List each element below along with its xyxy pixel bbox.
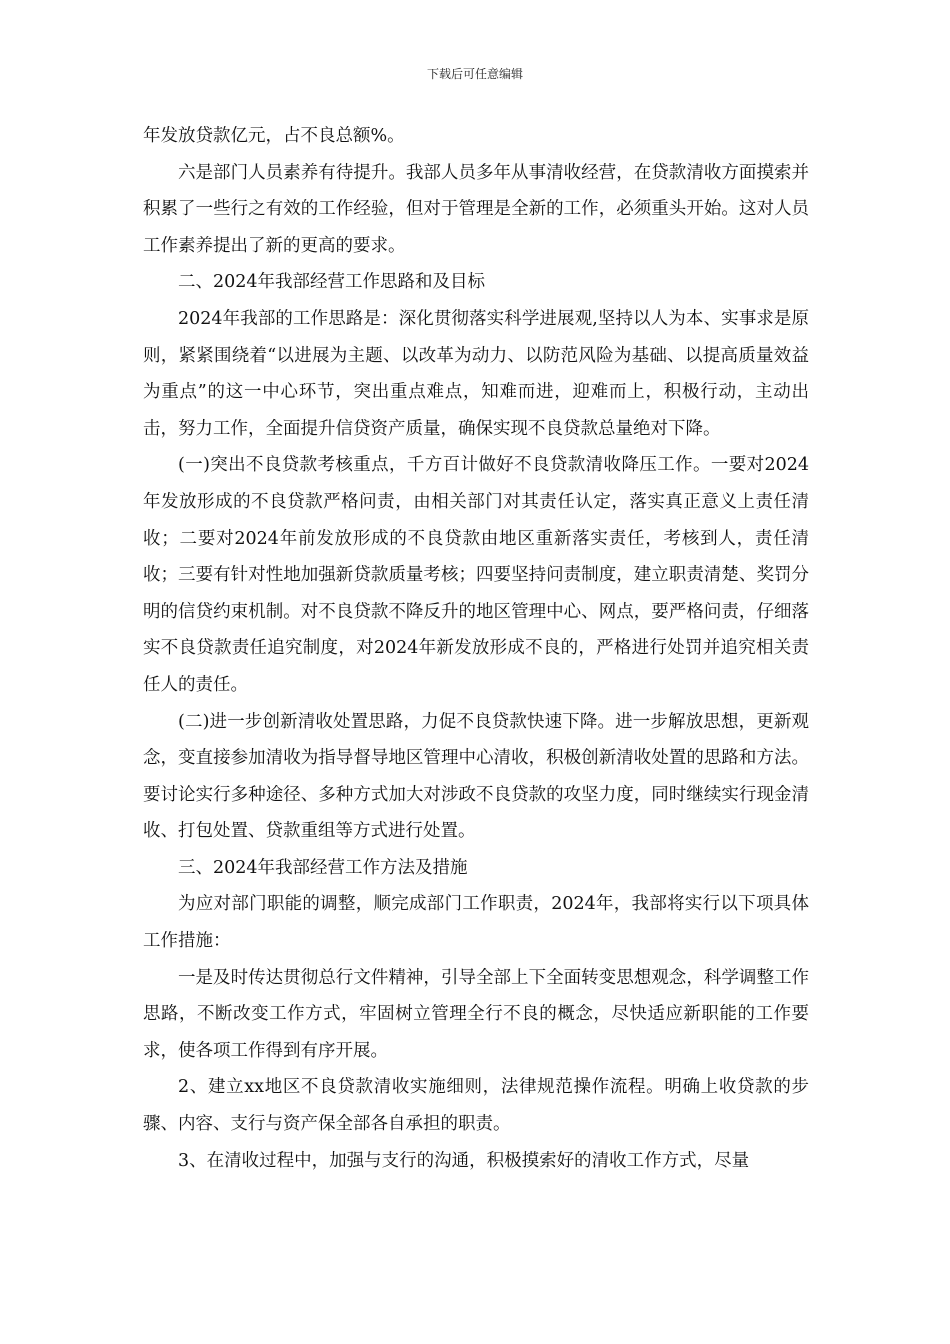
paragraph-1: 年发放贷款亿元，占不良总额%。 <box>143 126 405 146</box>
section-heading-2: 二、2024年我部经营工作思路和及目标 <box>178 272 486 293</box>
paragraph-6: (二)进一步创新清收处置思路，力促不良贷款快速下降。进一步解放思想，更新观念，变直接参加清收为指导督导地区管理中心清收，积极创新清收处置的思路和方法。要讨论实行多种途径、多种方式加大对涉政不良贷款的攻坚力度，同时继续实行现金清收、打包处置、贷款重组等方式进行处置。 <box>143 711 809 842</box>
paragraph-8: 为应对部门职能的调整，顺完成部门工作职责，2024年，我部将实行以下项具体工作措施： <box>143 894 809 952</box>
paragraph-9: 一是及时传达贯彻总行文件精神，引导全部上下全面转变思想观念，科学调整工作思路，不断改变工作方式，牢固树立管理全行不良的概念，尽快适应新职能的工作要求，使各项工作得到有序开展。 <box>143 967 809 1061</box>
paragraph-5: (一)突出不良贷款考核重点，千方百计做好不良贷款清收降压工作。一要对2024年发放形成的不良贷款严格问责，由相关部门对其责任认定，落实真正意义上责任清收；二要对2024年前发放形成的不良贷款由地区重新落实责任，考核到人，责任清收；三要有针对性地加强新贷款质量考核；四要坚持问责制度，建立职责清楚、奖罚分明的信贷约束机制。对不良贷款不降反升的地区管理中心、网点，要严格问责，仔细落实不良贷款责任追究制度，对2024年新发放形成不良的，严格进行处罚并追究相关责任人的责任。 <box>143 455 809 695</box>
document-body <box>143 118 809 1179</box>
section-heading-3: 三、2024年我部经营工作方法及措施 <box>178 857 468 878</box>
page-header-note: 下载后可任意编辑 <box>426 67 523 81</box>
paragraph-10: 2、建立xx地区不良贷款清收实施细则，法律规范操作流程。明确上收贷款的步骤、内容、支行与资产保全部各自承担的职责。 <box>143 1077 809 1135</box>
paragraph-4: 2024年我部的工作思路是：深化贯彻落实科学进展观,坚持以人为本、实事求是原则，紧紧围绕着“以进展为主题、以改革为动力、以防范风险为基础、以提高质量效益为重点”的这一中心环节，突出重点难点，知难而进，迎难而上，积极行动，主动出击，努力工作，全面提升信贷资产质量，确保实现不良贷款总量绝对下降。 <box>143 308 809 439</box>
paragraph-11: 3、在清收过程中，加强与支行的沟通，积极摸索好的清收工作方式，尽量 <box>178 1150 750 1171</box>
paragraph-2: 六是部门人员素养有待提升。我部人员多年从事清收经营，在贷款清收方面摸索并积累了一些行之有效的工作经验，但对于管理是全新的工作，必须重头开始。这对人员工作素养提出了新的更高的要求。 <box>143 162 809 256</box>
